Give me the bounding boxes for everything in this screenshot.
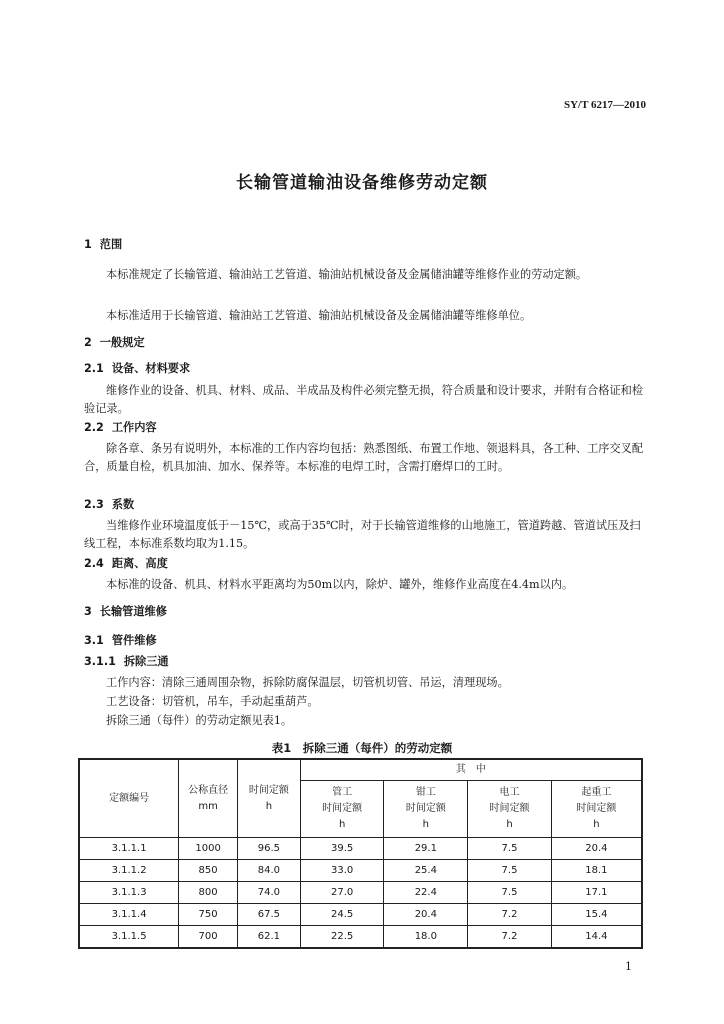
cell-time: 84.0 — [238, 860, 301, 882]
cell-code: 3.1.1.1 — [79, 838, 179, 860]
section-1-paragraph-2: 本标准适用于长输管道、输油站工艺管道、输油站机械设备及金属储油罐等维修单位。 — [106, 309, 532, 322]
cell-fitter: 18.0 — [384, 926, 468, 949]
cell-diameter: 1000 — [179, 838, 238, 860]
section-number: 3 — [84, 605, 92, 618]
header-pipefitter: 管工 时间定额 h — [300, 781, 384, 838]
cell-fitter: 29.1 — [384, 838, 468, 860]
cell-time: 96.5 — [238, 838, 301, 860]
section-3-1-1-work-content: 工作内容：清除三通周围杂物，拆除防腐保温层，切管机切管、吊运，清理现场。 — [106, 676, 509, 689]
section-title: 管件维修 — [111, 634, 157, 647]
table-row — [79, 882, 642, 904]
cell-rigger: 17.1 — [551, 882, 642, 904]
section-2-2-heading — [84, 419, 157, 437]
section-3-1-1-equipment: 工艺设备：切管机，吊车，手动起重葫芦。 — [106, 695, 319, 708]
header-code: 定额编号 — [79, 759, 179, 838]
header-fitter: 钳工 时间定额 h — [384, 781, 468, 838]
cell-time: 62.1 — [238, 926, 301, 949]
section-3-1-1-heading — [84, 653, 169, 671]
table-row — [79, 860, 642, 882]
section-number: 2.3 — [84, 498, 104, 511]
header-diameter: 公称直径 mm — [179, 759, 238, 838]
page-number: 1 — [625, 960, 632, 973]
table-row — [79, 926, 642, 949]
cell-diameter: 750 — [179, 904, 238, 926]
table-row — [79, 838, 642, 860]
section-title: 设备、材料要求 — [111, 362, 191, 375]
cell-fitter: 22.4 — [384, 882, 468, 904]
header-group: 其 中 — [300, 759, 642, 781]
cell-fitter: 20.4 — [384, 904, 468, 926]
table-caption: 表1 拆除三通（每件）的劳动定额 — [271, 741, 453, 755]
header-rigger: 起重工 时间定额 h — [551, 781, 642, 838]
cell-diameter: 700 — [179, 926, 238, 949]
section-3-1-heading — [84, 632, 157, 650]
section-number: 1 — [84, 238, 92, 251]
cell-pipefitter: 33.0 — [300, 860, 384, 882]
section-title: 距离、高度 — [111, 557, 168, 570]
cell-pipefitter: 24.5 — [300, 904, 384, 926]
cell-code: 3.1.1.2 — [79, 860, 179, 882]
section-title: 长输管道维修 — [99, 605, 167, 618]
table-row — [79, 904, 642, 926]
cell-electrician: 7.5 — [468, 838, 552, 860]
cell-fitter: 25.4 — [384, 860, 468, 882]
cell-rigger: 14.4 — [551, 926, 642, 949]
section-1-heading — [84, 236, 122, 254]
section-3-heading — [84, 603, 167, 621]
cell-code: 3.1.1.3 — [79, 882, 179, 904]
cell-rigger: 15.4 — [551, 904, 642, 926]
cell-code: 3.1.1.5 — [79, 926, 179, 949]
section-number: 3.1 — [84, 634, 104, 647]
section-2-4-paragraph: 本标准的设备、机具、材料水平距离均为50m以内，除炉、罐外，维修作业高度在4.4m以内。 — [106, 578, 574, 591]
section-2-1-heading — [84, 360, 190, 378]
section-number: 2.4 — [84, 557, 104, 570]
section-2-2-paragraph: 除各章、条另有说明外，本标准的工作内容均包括：熟悉图纸、布置工作地、领退料具，各工种、工序交叉配合，质量自检，机具加油、加水、保养等。本标准的电焊工时，含需打磨焊口的工时。 — [84, 442, 644, 473]
section-3-1-1-table-reference: 拆除三通（每件）的劳动定额见表1。 — [106, 714, 293, 727]
header-time-quota: 时间定额 h — [238, 759, 301, 838]
section-2-3-paragraph: 当维修作业环境温度低于－15℃，或高于35℃时，对于长输管道维修的山地施工，管道跨越、管道试压及扫线工程，本标准系数均取为1.15。 — [84, 519, 641, 550]
section-title: 范围 — [99, 238, 123, 251]
section-1-paragraph-1: 本标准规定了长输管道、输油站工艺管道、输油站机械设备及金属储油罐等维修作业的劳动定额。 — [106, 268, 588, 281]
section-title: 一般规定 — [99, 336, 145, 349]
header-electrician: 电工 时间定额 h — [468, 781, 552, 838]
cell-electrician: 7.2 — [468, 926, 552, 949]
standard-code: SY/T 6217—2010 — [563, 99, 646, 111]
cell-time: 67.5 — [238, 904, 301, 926]
cell-electrician: 7.5 — [468, 882, 552, 904]
section-2-heading — [84, 334, 145, 352]
cell-time: 74.0 — [238, 882, 301, 904]
cell-pipefitter: 27.0 — [300, 882, 384, 904]
labor-quota-table — [78, 758, 643, 949]
cell-pipefitter: 39.5 — [300, 838, 384, 860]
cell-electrician: 7.2 — [468, 904, 552, 926]
section-number: 2 — [84, 336, 92, 349]
cell-electrician: 7.5 — [468, 860, 552, 882]
section-number: 2.1 — [84, 362, 104, 375]
section-number: 2.2 — [84, 421, 104, 434]
cell-pipefitter: 22.5 — [300, 926, 384, 949]
section-title: 拆除三通 — [123, 655, 169, 668]
cell-code: 3.1.1.4 — [79, 904, 179, 926]
section-2-3-heading — [84, 496, 134, 514]
document-title: 长输管道输油设备维修劳动定额 — [236, 173, 488, 193]
cell-diameter: 800 — [179, 882, 238, 904]
section-2-4-heading — [84, 555, 168, 573]
cell-rigger: 18.1 — [551, 860, 642, 882]
section-number: 3.1.1 — [84, 655, 116, 668]
section-title: 系数 — [111, 498, 135, 511]
section-title: 工作内容 — [111, 421, 157, 434]
cell-diameter: 850 — [179, 860, 238, 882]
cell-rigger: 20.4 — [551, 838, 642, 860]
section-2-1-paragraph: 维修作业的设备、机具、材料、成品、半成品及构件必须完整无损，符合质量和设计要求，并附有合格证和检验记录。 — [84, 384, 644, 415]
